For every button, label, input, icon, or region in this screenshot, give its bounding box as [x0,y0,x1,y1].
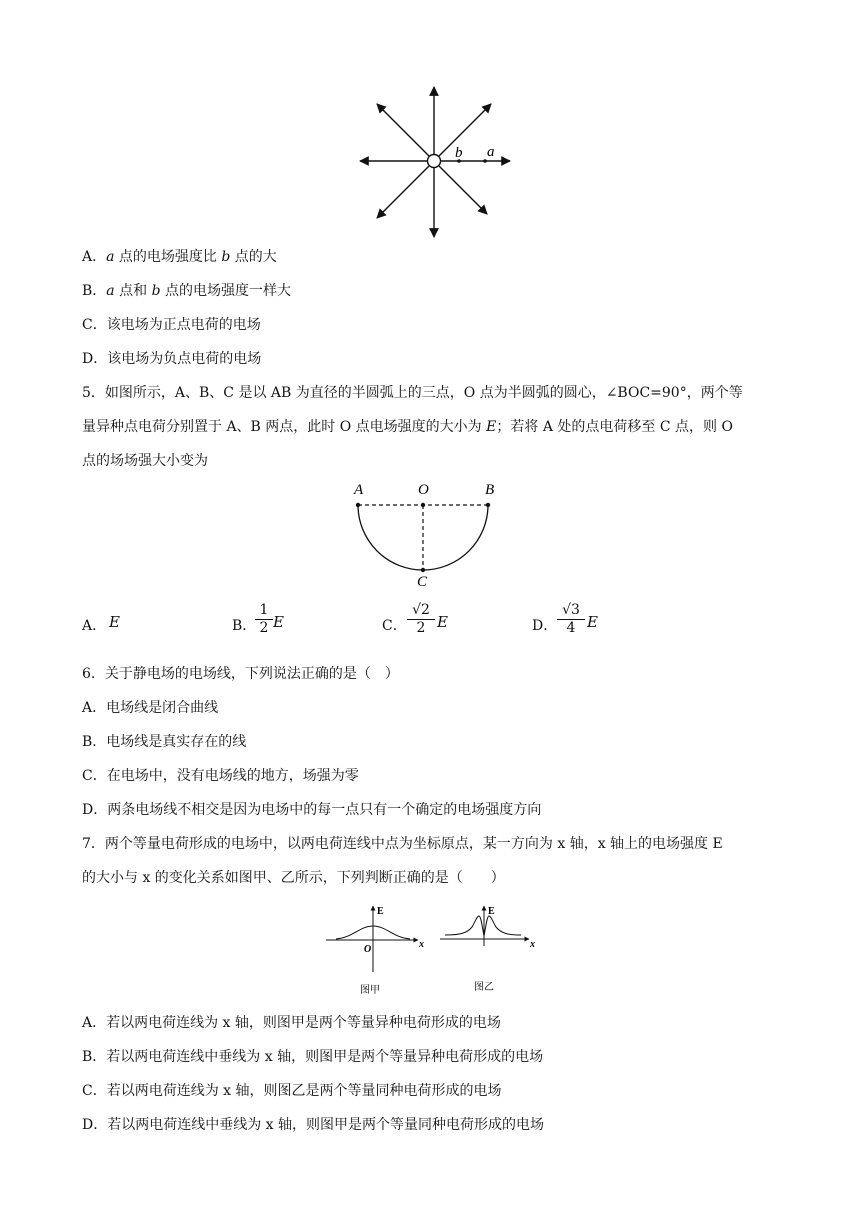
q4-option-c [82,316,261,334]
stem-text: ；若将 A 处的点电荷移至 C 点，则 O [496,419,733,435]
caption-jia: 图甲 [360,985,380,996]
caption-yi: 图乙 [474,982,494,993]
option-text: 该电场为负点电荷的电场 [107,351,262,367]
graph-yi [437,902,537,998]
var: b [151,283,161,299]
graph-jia [322,902,432,998]
label-a: A [354,482,364,498]
field-line-upright [439,104,491,156]
option-key: A． [82,249,107,265]
denominator: 2 [416,620,426,636]
stem-text: 量异种点电荷分别置于 A、B 两点，此时 O 点电场强度的大小为 [82,419,487,435]
label-c: C [417,574,428,590]
q5-option-c-fraction [407,602,435,637]
label-x: x [419,939,424,950]
q7-option-d: D．若以两电荷连线中垂线为 x 轴，则图甲是两个等量同种电荷形成的电场 [82,1117,545,1133]
label-b: b [455,145,463,161]
option-key: B． [82,283,107,299]
q5-option-a [82,615,106,635]
q7-option-c: C．若以两电荷连线为 x 轴，则图乙是两个等量同种电荷形成的电场 [82,1083,502,1099]
q5-stem-line2 [82,418,733,436]
q6-option-b: B．电场线是真实存在的线 [82,734,247,750]
label-x: x [530,939,535,950]
point-a [356,503,360,507]
var: a [106,283,115,299]
q5-stem-line1: 5．如图所示，A、B、C 是以 AB 为直径的半圆弧上的三点，O 点为半圆弧的圆心，∠BOC=90°，两个等 [82,385,743,401]
field-line-downleft [377,166,429,218]
q5-option-c-var: E [437,613,448,631]
q6-option-a: A．电场线是闭合曲线 [82,700,219,716]
label-o: O [418,482,429,498]
var: E [486,419,497,435]
q6-stem: 6．关于静电场的电场线，下列说法正确的是（ ） [82,666,399,682]
q4-option-b [82,282,291,300]
point-c [421,568,425,572]
option-text: 点的大 [230,249,277,265]
point-charge-field-figure [355,82,515,242]
label-e: E [488,906,495,917]
denominator: 2 [259,620,269,636]
numerator: √2 [407,602,435,620]
denominator: 4 [566,620,576,636]
q5-option-b-key: B． [232,618,257,634]
e-curve [445,916,521,936]
label-o: O [364,944,372,955]
numerator: 1 [255,602,273,620]
label-b: B [485,482,495,498]
option-text: 点的电场强度一样大 [160,283,291,299]
point-o [421,503,425,507]
semicircle-figure [348,478,498,590]
q5-option-d-var: E [587,613,598,631]
q5-option-d-fraction [557,602,585,637]
q5-option-b-var: E [273,613,284,631]
field-line-downright [439,166,487,214]
q5-option-a-value: E [109,613,120,631]
point-charge [428,155,441,168]
q7-stem-line2: 的大小与 x 的变化关系如图甲、乙所示，下列判断正确的是（ ） [82,870,505,886]
q7-option-b: B．若以两电荷连线中垂线为 x 轴，则图甲是两个等量异种电荷形成的电场 [82,1049,544,1065]
point-b [486,503,490,507]
q5-option-b-fraction [255,602,273,637]
option-text: 点和 [114,283,152,299]
option-key: A． [82,618,107,634]
option-key: D． [82,351,108,367]
var: a [106,249,115,265]
numerator: √3 [557,602,585,620]
option-text: 该电场为正点电荷的电场 [106,317,261,333]
q4-option-d [82,350,261,368]
label-a: a [487,144,495,160]
q5-option-d-key: D． [532,618,558,634]
q4-option-a [82,248,277,266]
option-text: 点的电场强度比 [114,249,222,265]
q6-option-d: D．两条电场线不相交是因为电场中的每一点只有一个确定的电场强度方向 [82,802,542,818]
q5-option-c-key: C． [382,618,407,634]
field-line-upleft [377,104,429,156]
option-key: C． [82,317,107,333]
q5-stem-line3: 点的场场强大小变为 [82,453,208,469]
q7-option-a: A．若以两电荷连线为 x 轴，则图甲是两个等量异种电荷形成的电场 [82,1015,501,1031]
q6-option-c: C．在电场中，没有电场线的地方，场强为零 [82,768,359,784]
q7-stem-line1: 7．两个等量电荷形成的电场中，以两电荷连线中点为坐标原点，某一方向为 x 轴，x 轴上的电场强度 E [82,836,723,852]
var: b [221,249,231,265]
label-e: E [377,906,384,917]
